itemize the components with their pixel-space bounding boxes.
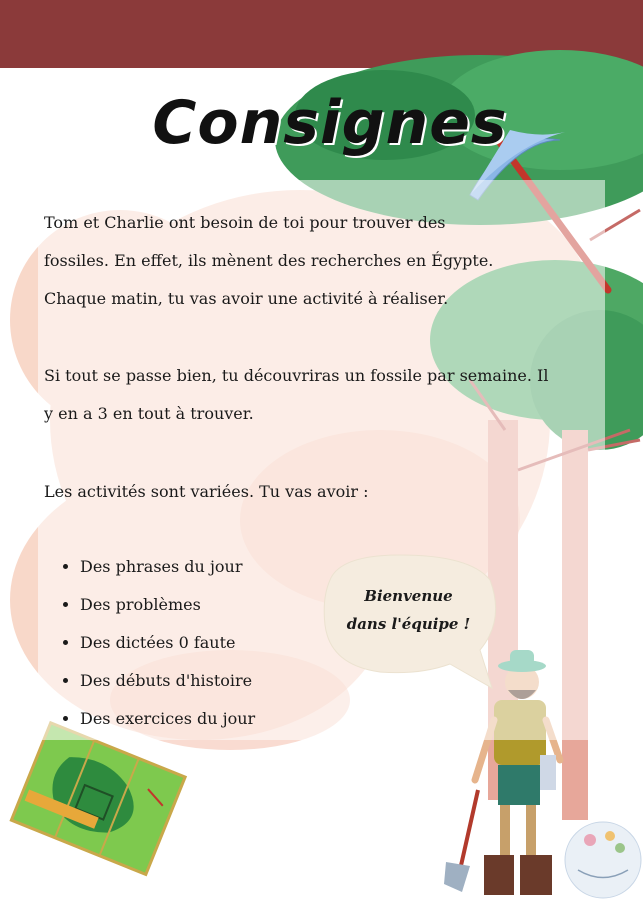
intro-paragraph xyxy=(44,204,589,318)
activities-intro: Les activités sont variées. Tu vas avoir : xyxy=(44,482,369,501)
intro-line-2: fossiles. En effet, ils mènent des recherches en Égypte. xyxy=(44,251,494,270)
list-item: • Des débuts d'histoire xyxy=(80,662,255,700)
bubble-line-1: Bienvenue xyxy=(364,587,453,605)
activities-list xyxy=(60,548,255,738)
goal-line-2: y en a 3 en tout à trouver. xyxy=(44,404,254,423)
goal-paragraph xyxy=(44,357,589,433)
speech-bubble-text xyxy=(326,582,491,638)
goal-line-1: Si tout se passe bien, tu découvriras un fossile par semaine. Il xyxy=(44,366,549,385)
bubble-line-2: dans l'équipe ! xyxy=(346,615,471,633)
intro-line-1: Tom et Charlie ont besoin de toi pour trouver des xyxy=(44,213,446,232)
list-item: • Des phrases du jour xyxy=(80,548,255,586)
list-item: • Des problèmes xyxy=(80,586,255,624)
logo-icon xyxy=(565,822,641,898)
page-title: Consignes xyxy=(152,88,508,158)
list-item: • Des dictées 0 faute xyxy=(80,624,255,662)
intro-line-3: Chaque matin, tu vas avoir une activité à réaliser. xyxy=(44,289,449,308)
list-item: • Des exercices du jour xyxy=(80,700,255,738)
map-icon xyxy=(11,723,185,875)
